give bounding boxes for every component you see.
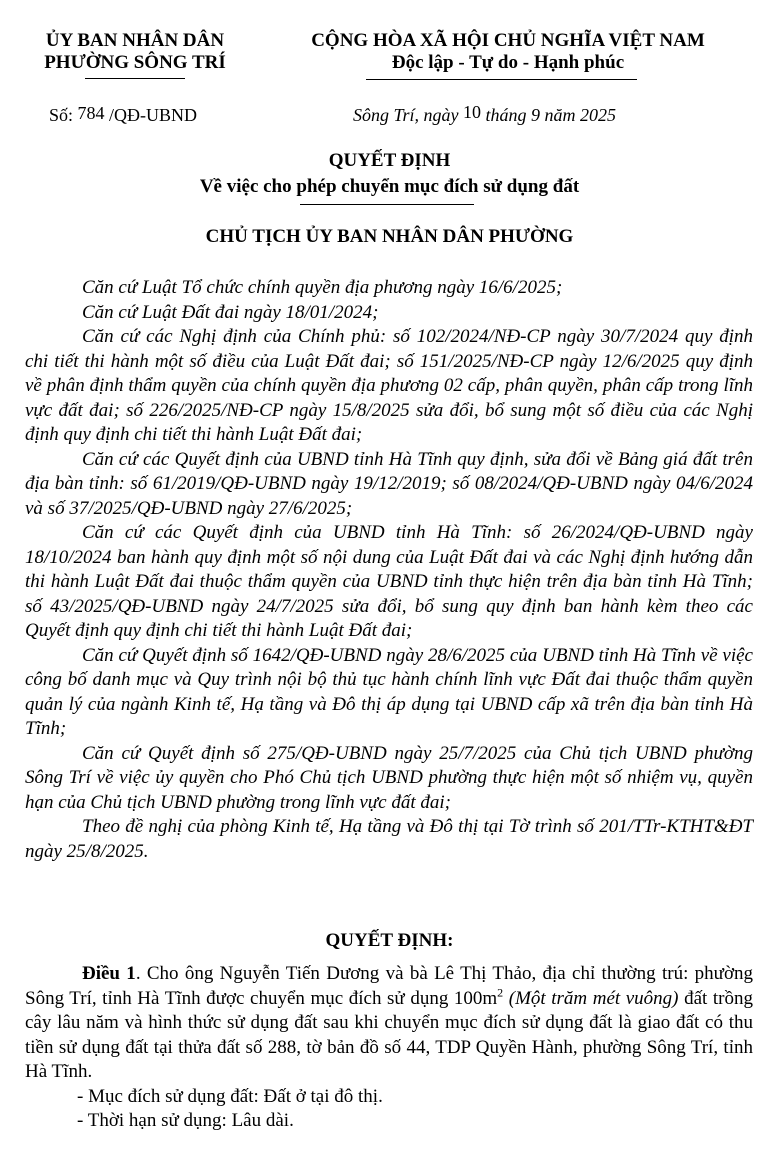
agency-header [20,30,250,74]
date-day: 10 [463,102,482,122]
date-rest: tháng 9 năm 2025 [485,105,617,125]
nation-name: CỘNG HÒA XÃ HỘI CHỦ NGHĨA VIỆT NAM [311,30,705,51]
preamble-item: Căn cứ Quyết định số 275/QĐ-UBND ngày 25/7/2025 của Chủ tịch UBND phường Sông Trí về việc ủy quyền cho Phó Chủ tịch UBND phường thực hiện một số nhiệm vụ, quyền hạn của Chủ tịch UBND phường trong lĩnh vực đất đai; [25,742,753,813]
preamble-item: Căn cứ các Quyết định của UBND tỉnh Hà Tĩnh quy định, sửa đổi về Bảng giá đất trên địa bàn tỉnh: số 61/2019/QĐ-UBND ngày 19/12/2019; số 08/2024/QĐ-UBND ngày 04/6/2024 và số 37/2025/QĐ-UBND ngày 27/6/2025; [25,448,753,519]
article-1-item: - Thời hạn sử dụng: Lâu dài. [77,1110,294,1131]
article-1-paragraph [25,962,753,1085]
article-1-area-words: (Một trăm mét vuông) [503,987,679,1009]
agency-underline [85,78,185,79]
document-subtitle: Về việc cho phép chuyển mục đích sử dụng đất [199,176,580,197]
national-header [268,30,748,74]
preamble-item: Căn cứ các Nghị định của Chính phủ: số 102/2024/NĐ-CP ngày 30/7/2024 quy định chi tiết thi hành một số điều của Luật Đất đai; số 151/2025/NĐ-CP ngày 12/6/2025 quy định về phân định thẩm quyền của chính quyền địa phương 02 cấp, phân quyền, phân cấp trong lĩnh vực đất đai; số 226/2025/NĐ-CP ngày 15/8/2025 sửa đổi, bổ sung một số điều của các Nghị định quy định chi tiết thi hành Luật Đất đai; [25,326,753,445]
area-superscript: 2 [497,985,504,1000]
preamble [25,276,753,864]
place-prefix: Sông Trí, ngày [353,105,459,125]
article-1-text-b: đất trồng cây lâu năm và hình thức sử dụng đất sau khi chuyển mục đích sử dụng đất là giao đất có thu tiền sử dụng đất tại thửa đất số 288, tờ bản đồ số 44, TDP Quyền Hành, phường Sông Trí, tỉnh Hà Tĩnh. [25,987,753,1082]
doc-number-suffix: /QĐ-UBND [109,105,198,125]
subtitle-underline [300,204,474,205]
national-motto: Độc lập - Tự do - Hạnh phúc [391,52,625,73]
document-number [49,105,197,126]
motto-underline [366,79,637,80]
article-1-text-a: . Cho ông Nguyễn Tiến Dương và bà Lê Thị Thảo, địa chỉ thường trú: phường Sông Trí, tỉnh Hà Tĩnh được chuyển mục đích sử dụng 100m [25,963,754,1009]
preamble-item: Căn cứ Luật Tổ chức chính quyền địa phương ngày 16/6/2025; [82,277,563,298]
preamble-item: Theo đề nghị của phòng Kinh tế, Hạ tầng và Đô thị tại Tờ trình số 201/TTr-KTHT&ĐT ngày 25/8/2025. [25,816,753,862]
agency-name-line2: PHƯỜNG SÔNG TRÍ [44,52,226,73]
article-1-item: - Mục đích sử dụng đất: Đất ở tại đô thị. [77,1085,383,1107]
doc-number-value: 784 [77,103,105,123]
place-date-line [353,102,617,126]
article-1-label: Điều 1 [82,963,136,984]
doc-number-label: Số: [49,105,74,125]
document-title: QUYẾT ĐỊNH [328,150,451,171]
decision-heading: QUYẾT ĐỊNH: [325,930,454,951]
preamble-item: Căn cứ các Quyết định của UBND tỉnh Hà Tĩnh: số 26/2024/QĐ-UBND ngày 18/10/2024 ban hành quy định một số nội dung của Luật Đất đai và các Nghị định hướng dẫn thi hành Luật Đất đai thuộc thẩm quyền của UBND tỉnh thực hiện trên địa bàn tỉnh Hà Tĩnh; số 43/2025/QĐ-UBND ngày 24/7/2025 sửa đổi, bổ sung quy định ban hành kèm theo các Quyết định quy định chi tiết thi hành Luật Đất đai; [25,522,753,641]
agency-name-line1: ỦY BAN NHÂN DÂN [45,30,225,51]
preamble-item: Căn cứ Quyết định số 1642/QĐ-UBND ngày 28/6/2025 của UBND tỉnh Hà Tĩnh về việc công bố danh mục và Quy trình nội bộ thủ tục hành chính lĩnh vực Đất đai thuộc thẩm quyền quản lý của ngành Kinh tế, Hạ tầng và Đô thị áp dụng tại UBND cấp xã trên địa bàn tỉnh Hà Tĩnh; [25,644,753,739]
preamble-item: Căn cứ Luật Đất đai ngày 18/01/2024; [82,301,379,323]
article-1 [25,962,753,1134]
issuing-authority: CHỦ TỊCH ỦY BAN NHÂN DÂN PHƯỜNG [205,226,574,247]
